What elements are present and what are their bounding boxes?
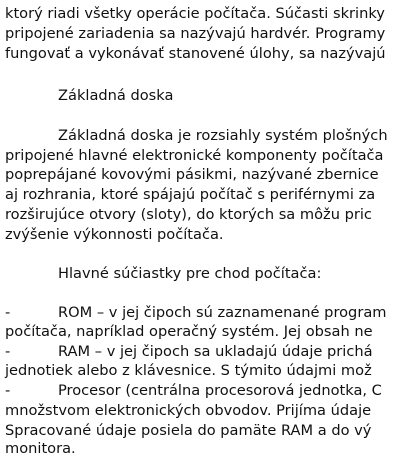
list-item-continuation: Spracované údaje posiela do pamäte RAM a do vý <box>5 422 372 439</box>
paragraph-line: Základná doska je rozsiahly systém plošných <box>58 127 388 144</box>
list-item-continuation: počítača, napríklad operačný systém. Jej obsah ne <box>5 323 373 340</box>
paragraph-line: rozširujúce otvory (sloty), do ktorých sa môžu pric <box>5 206 372 223</box>
paragraph-line: poprepájané kovovými pásikmi, nazývané zbernice <box>5 166 379 183</box>
list-item <box>0 304 413 322</box>
list-item <box>0 343 413 361</box>
paragraph-line: zvýšenie výkonnosti počítača. <box>5 226 224 243</box>
list-item-text: RAM – v jej čipoch sa ukladajú údaje prichá <box>58 343 373 360</box>
list-item-continuation: monitora. <box>5 440 76 457</box>
list-item-continuation: jednotiek alebo z klávesnice. S týmito údajmi mož <box>5 362 372 379</box>
list-bullet: - <box>5 304 11 321</box>
list-item <box>0 382 413 400</box>
list-bullet: - <box>5 382 11 399</box>
list-bullet: - <box>5 343 11 360</box>
list-item-text: Procesor (centrálna procesorová jednotka, C <box>58 382 382 399</box>
intro-line: pripojené zariadenia sa nazývajú hardvér. Programy <box>5 25 386 42</box>
section-heading: Základná doska <box>58 87 174 104</box>
intro-line: ktorý riadi všetky operácie počítača. Súčasti skrinky <box>5 5 385 22</box>
list-item-text: ROM – v jej čipoch sú zaznamenané program <box>58 304 387 321</box>
paragraph-line: aj rozhrania, ktoré spájajú počítač s periférnymi za <box>5 186 376 203</box>
paragraph-line: pripojené hlavné elektronické komponenty počítača <box>5 147 384 164</box>
intro-line: fungovať a vykonávať stanovené úlohy, sa nazývajú <box>5 45 386 62</box>
list-item-continuation: množstvom elektronických obvodov. Prijíma údaje <box>5 402 372 419</box>
list-heading: Hlavné súčiastky pre chod počítača: <box>58 265 322 282</box>
